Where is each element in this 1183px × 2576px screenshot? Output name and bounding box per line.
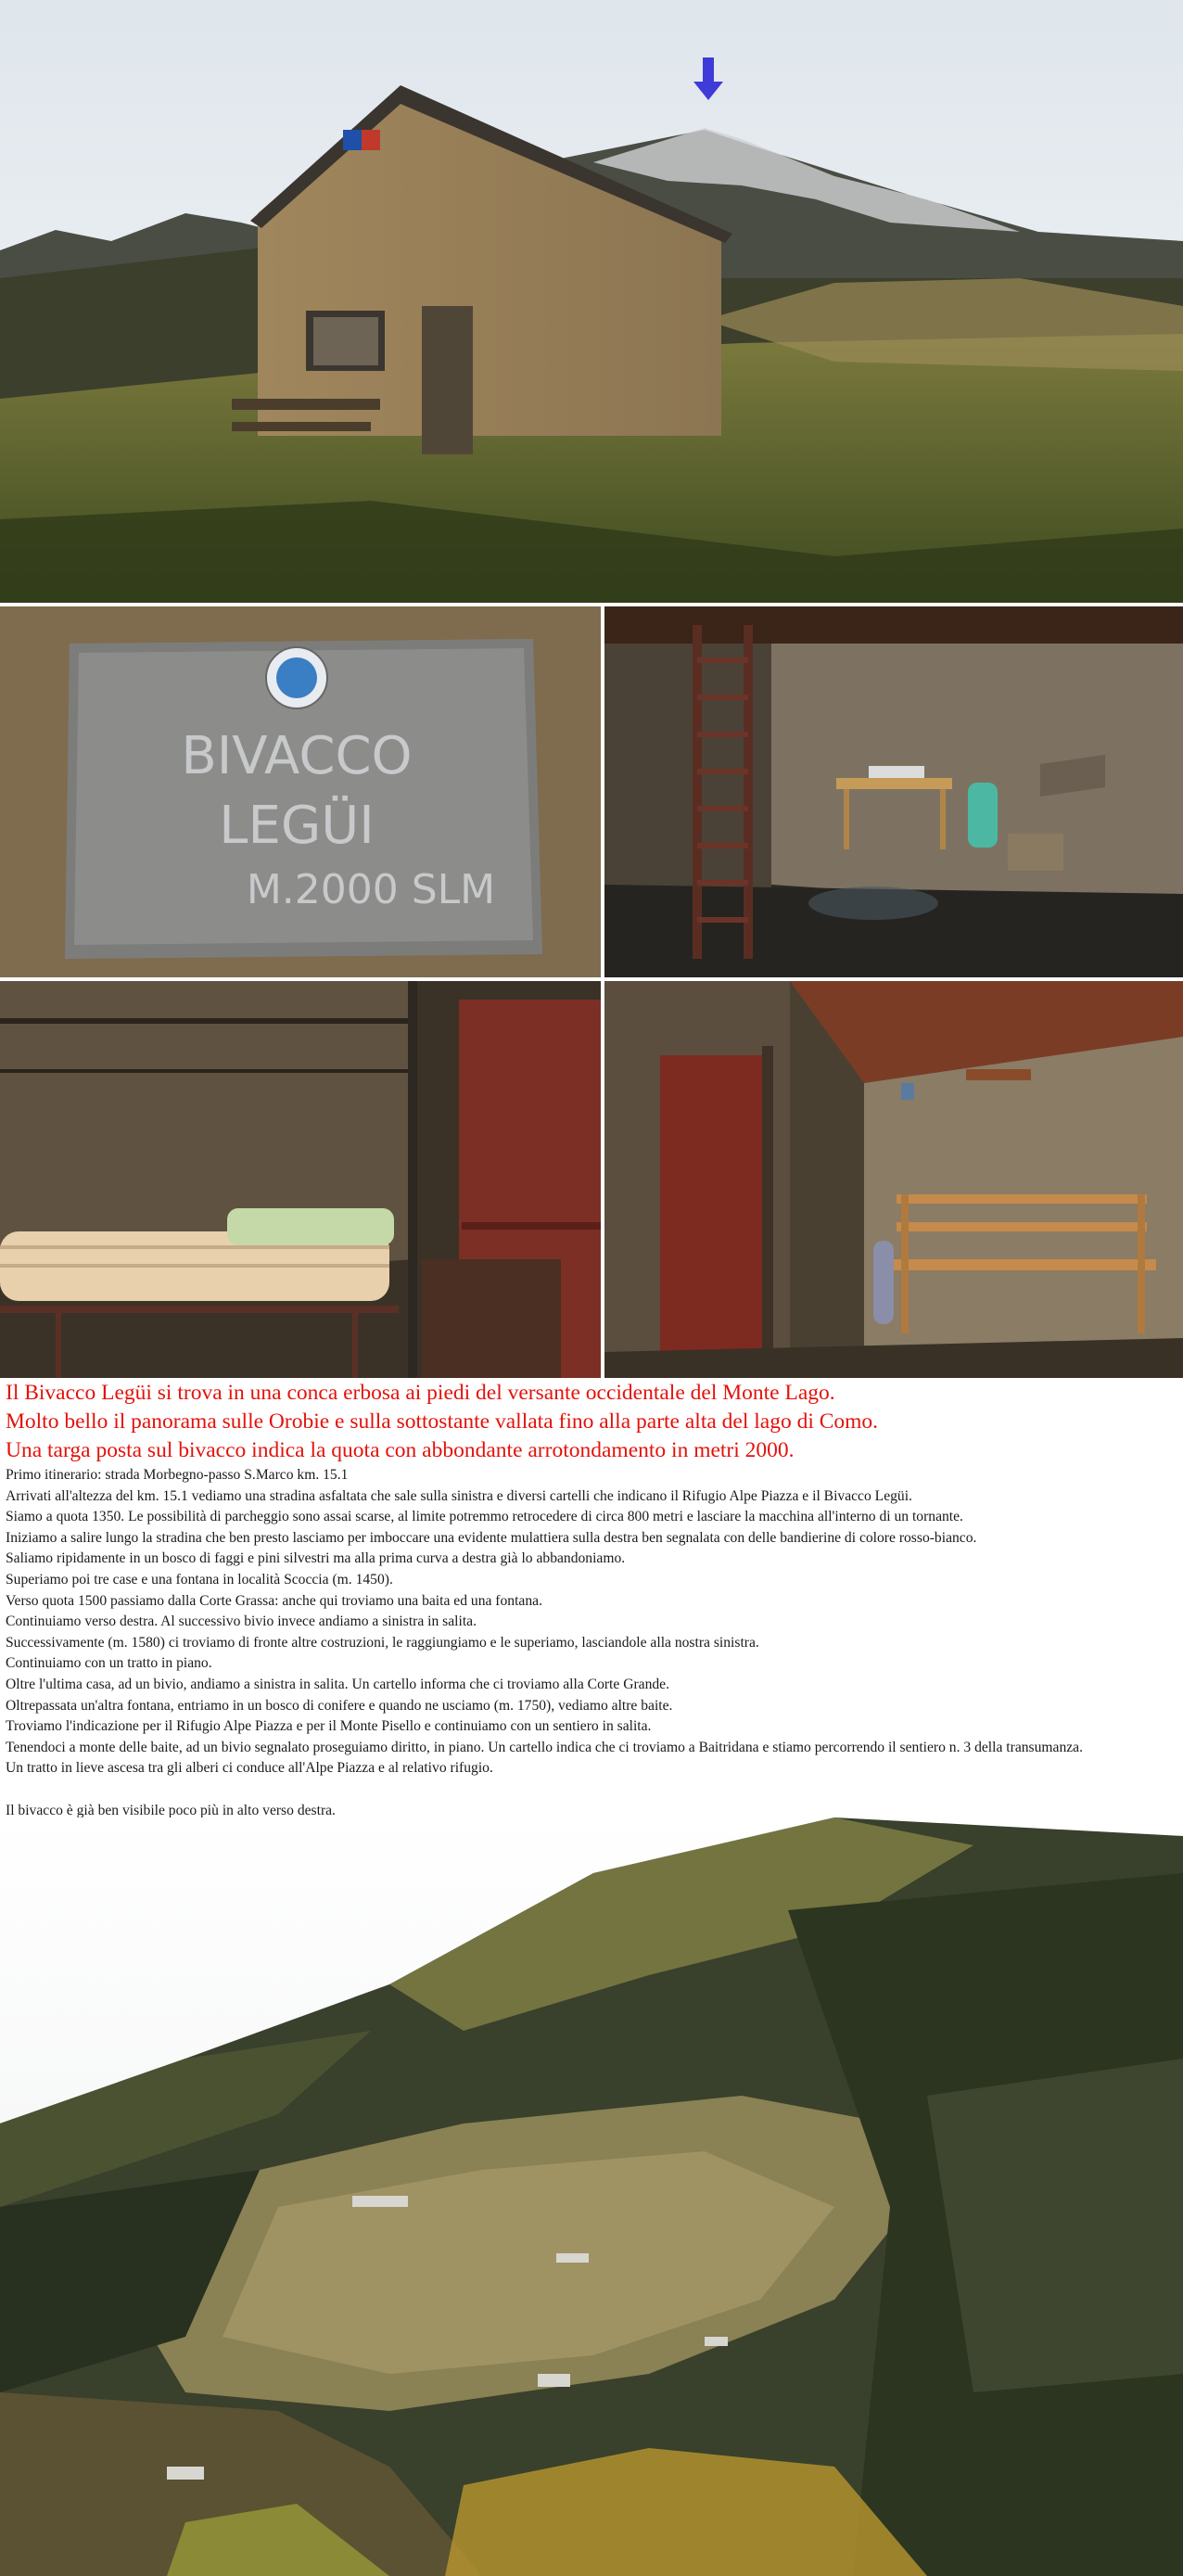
bivouac-exterior-photo [0,0,1183,603]
panorama-photo [0,1817,1183,2576]
itinerary-line: Continuiamo con un tratto in piano. [6,1655,212,1672]
spacer [6,1779,1176,1801]
itinerary-line: Arrivati all'altezza del km. 15.1 vediamo una stradina asfaltata che sale sulla sinistra e diversi cartelli che indicano il Rifugio Alpe Piazza e il Bivacco Legüi. [6,1487,912,1504]
itinerary-line: Oltrepassata un'altra fontana, entriamo in un bosco di conifere e quando ne usciamo (m. 1750), vediamo altre baite. [6,1697,673,1714]
itinerary-line: Siamo a quota 1350. Le possibilità di parcheggio sono assai scarse, al limite potremmo retrocedere di circa 800 metri e lasciare la macchina all'interno di un tornante. [6,1509,963,1525]
itinerary-line: Successivamente (m. 1580) ci troviamo di fronte altre costruzioni, le raggiungiamo e le superiamo, lasciandole alla nostra sinistra. [6,1634,759,1651]
interior-ladder-photo [604,606,1183,977]
itinerary-line: Troviamo l'indicazione per il Rifugio Alpe Piazza e per il Monte Pisello e continuiamo con un sentiero in salita. [6,1718,652,1735]
intro-line-3: Una targa posta sul bivacco indica la quota con abbondante arrotondamento in metri 2000. [6,1438,795,1462]
intro-line-2: Molto bello il panorama sulle Orobie e sulla sottostante vallata fino alla parte alta del lago di Como. [6,1409,879,1434]
plaque-line-2: LEGÜI [219,796,375,856]
itinerary-line: Verso quota 1500 passiamo dalla Corte Grassa: anche qui troviamo una baita ed una fontana. [6,1592,542,1609]
itinerary-line: Iniziamo a salire lungo la stradina che ben presto lasciamo per imboccare una evidente mulattiera sulla destra ben segnalata con delle bandierine di colore rosso-bianco. [6,1529,977,1546]
itinerary-line: Superiamo poi tre case e una fontana in località Scoccia (m. 1450). [6,1571,393,1588]
itinerary-line: Primo itinerario: strada Morbegno-passo S.Marco km. 15.1 [6,1467,349,1483]
itinerary-line: Un tratto in lieve ascesa tra gli alberi ci conduce all'Alpe Piazza e al relativo rifugio. [6,1760,493,1777]
plaque-line-3: M.2000 SLM [246,866,496,913]
itinerary-line: Tenendoci a monte delle baite, ad un bivio segnalato proseguiamo diritto, in piano. Un cartello indica che ci troviamo a Baitridana e stiamo percorrendo il sentiero n. 3 della transumanza. [6,1739,1083,1755]
plaque-photo [0,606,601,977]
intro-line-1: Il Bivacco Legüi si trova in una conca erbosa ai piedi del versante occidentale del Monte Lago. [6,1381,835,1405]
final-line: Il bivacco è già ben visibile poco più in alto verso destra. [6,1802,336,1818]
interior-bed-photo [0,981,601,1378]
itinerary-line: Continuiamo verso destra. Al successivo bivio invece andiamo a sinistra in salita. [6,1613,477,1630]
itinerary-line: Oltre l'ultima casa, ad un bivio, andiamo a sinistra in salita. Un cartello informa che ci troviamo alla Corte Grande. [6,1676,669,1692]
interior-bench-photo [604,981,1183,1378]
plaque-line-1: BIVACCO [181,726,413,786]
itinerary-line: Saliamo ripidamente in un bosco di faggi e pini silvestri ma alla prima curva a destra già lo abbandoniamo. [6,1550,626,1567]
